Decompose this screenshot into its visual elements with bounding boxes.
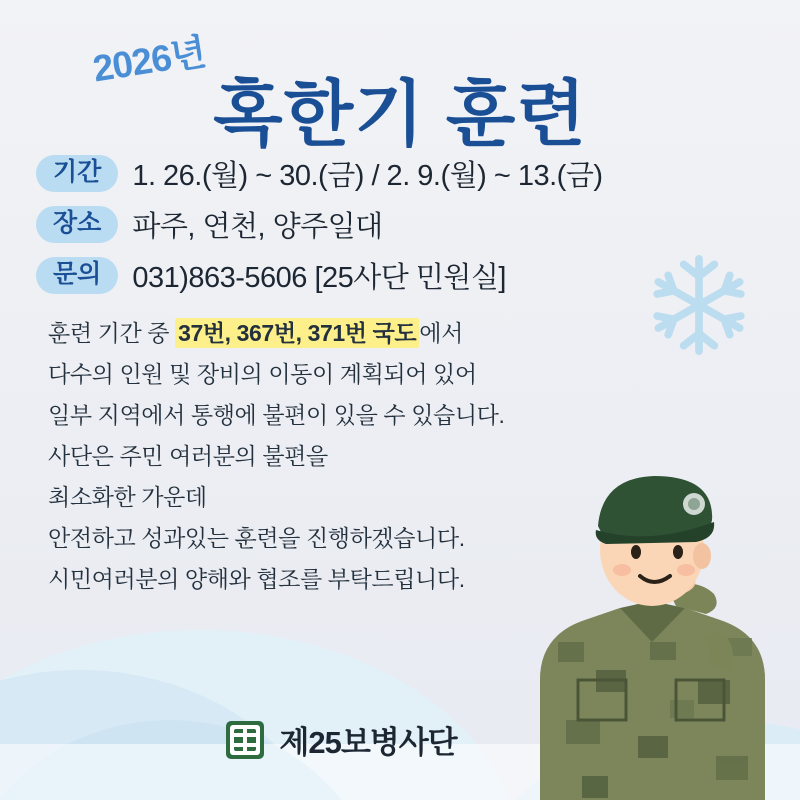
organization-name: 제25보병사단 [279, 725, 457, 760]
notice-line-3: 일부 지역에서 통행에 불편이 있을 수 있습니다. [48, 402, 505, 428]
info-row-contact [36, 254, 766, 296]
notice-line-2: 다수의 인원 및 장비의 이동이 계획되어 있어 [48, 361, 477, 387]
info-label-contact: 문의 [36, 257, 118, 294]
footer [0, 717, 800, 762]
info-label-location: 장소 [36, 206, 118, 243]
info-value-location: 파주, 연천, 양주일대 [132, 210, 383, 243]
page-title: 혹한기 훈련 [213, 75, 587, 155]
info-row-period [36, 152, 766, 194]
notice-line-6: 안전하고 성과있는 훈련을 진행하겠습니다. [48, 525, 465, 551]
info-value-period: 1. 26.(월) ~ 30.(금) / 2. 9.(월) ~ 13.(금) [132, 159, 603, 192]
highlighted-routes: 37번, 367번, 371번 국도 [175, 318, 419, 348]
info-label-period: 기간 [36, 155, 118, 192]
notice-line-1-pre: 훈련 기간 중 [48, 320, 176, 346]
notice-line-1-post: 에서 [419, 320, 463, 346]
notice-line-4: 사단은 주민 여러분의 불편을 [48, 443, 328, 469]
info-value-contact: 031)863-5606 [25사단 민원실] [132, 261, 506, 294]
division-emblem-icon [223, 718, 267, 762]
year-label: 2026년 [90, 31, 209, 90]
info-row-location [36, 203, 766, 245]
notice-line-5: 최소화한 가운데 [48, 484, 207, 510]
info-list [36, 152, 766, 305]
notice-line-1 [48, 322, 568, 345]
notice-line-7: 시민여러분의 양해와 협조를 부탁드립니다. [48, 566, 465, 592]
